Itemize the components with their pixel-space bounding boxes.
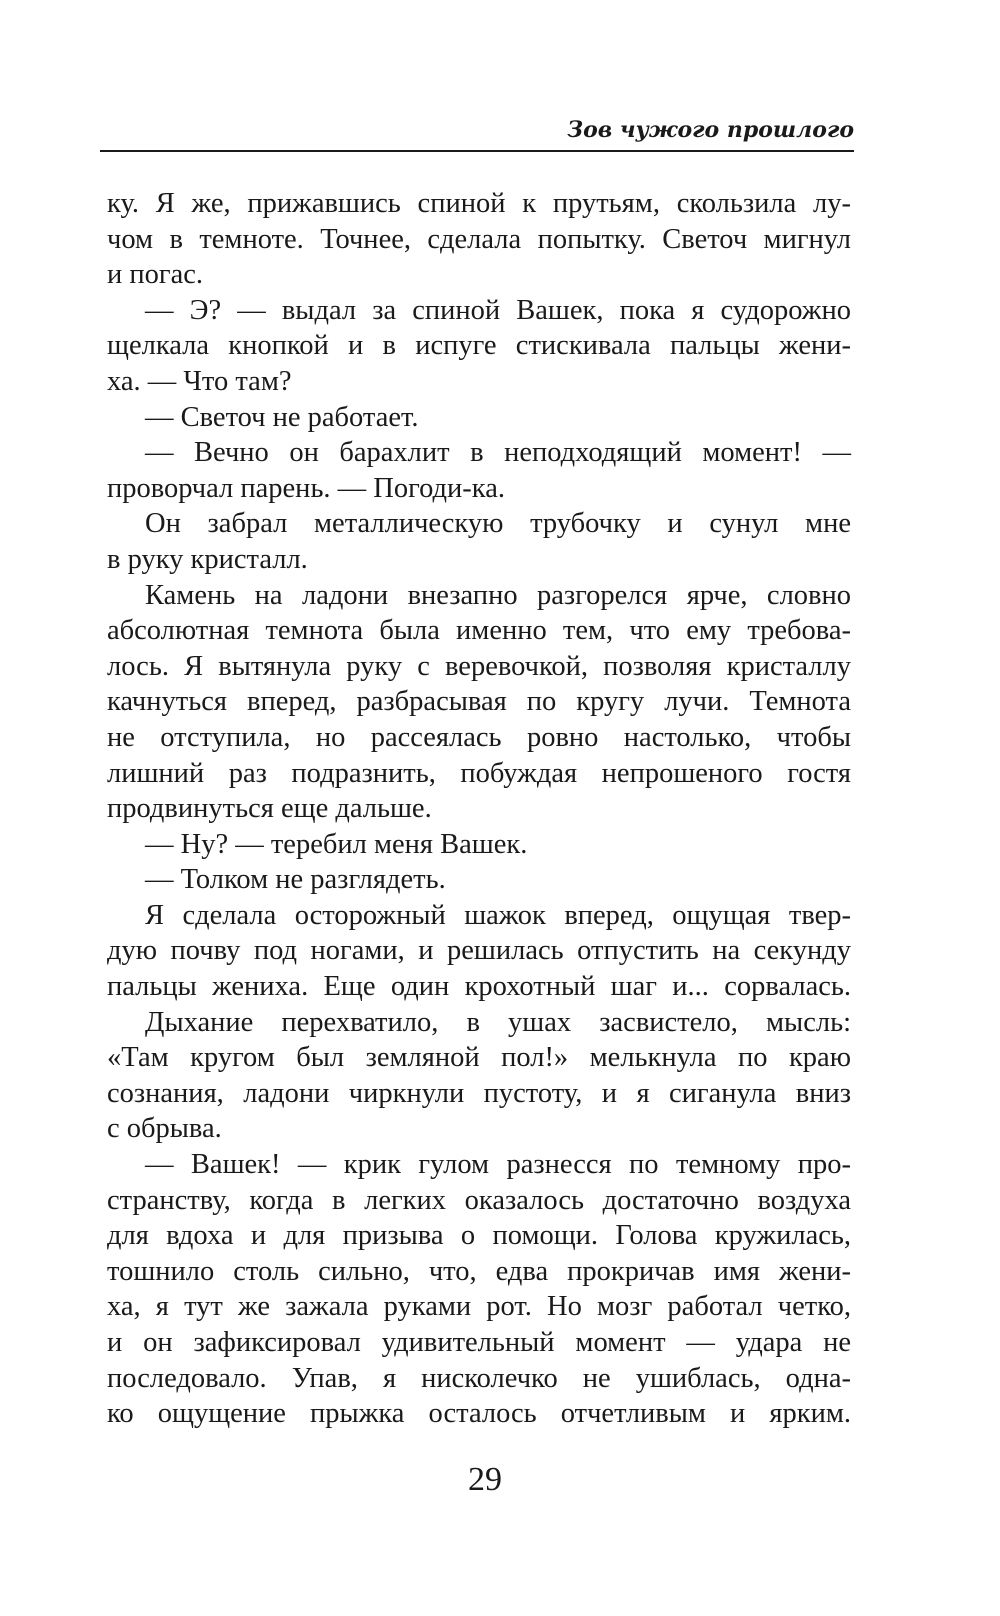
- text-line: странству, когда в легких оказалось достаточно воздуха: [107, 1184, 851, 1216]
- text-line: Камень на ладони внезапно разгорелся ярче, словно: [145, 579, 851, 611]
- body-text: [107, 186, 851, 1432]
- text-line: абсолютная темнота была именно тем, что ему требова-: [107, 615, 851, 647]
- text-line: Он забрал металлическую трубочку и сунул мне: [145, 508, 851, 540]
- text-line: — Светоч не работает.: [145, 401, 419, 433]
- text-line: с обрыва.: [107, 1113, 222, 1145]
- running-head: Зов чужого прошлого: [567, 117, 854, 143]
- text-line: — Вашек! — крик гулом разнесся по темному про-: [145, 1149, 851, 1181]
- text-line: ха, я тут же зажала руками рот. Но мозг работал четко,: [107, 1291, 851, 1323]
- text-line: — Э? — выдал за спиной Вашек, пока я судорожно: [145, 294, 851, 326]
- text-line: чом в темноте. Точнее, сделала попытку. Светоч мигнул: [107, 223, 851, 255]
- text-line: и он зафиксировал удивительный момент — удара не: [107, 1327, 851, 1358]
- text-line: — Ну? — теребил меня Вашек.: [145, 828, 528, 860]
- text-line: сознания, ладони чиркнули пустоту, и я сиганула вниз: [107, 1077, 851, 1109]
- text-line: в руку кристалл.: [107, 543, 308, 575]
- text-line: ха. — Что там?: [107, 365, 292, 397]
- text-line: не отступила, но рассеялась ровно настолько, чтобы: [107, 721, 851, 753]
- text-line: — Вечно он барахлит в неподходящий момент! —: [145, 437, 851, 469]
- text-line: для вдоха и для призыва о помощи. Голова кружилась,: [107, 1220, 851, 1252]
- text-line: щелкала кнопкой и в испуге стискивала пальцы жени-: [107, 330, 851, 362]
- header-rule: [100, 150, 854, 152]
- text-line: «Там кругом был земляной пол!» мелькнула по краю: [107, 1042, 851, 1074]
- text-line: — Толком не разглядеть.: [145, 864, 446, 896]
- text-line: качнуться вперед, разбрасывая по кругу лучи. Темнота: [107, 686, 851, 718]
- text-line: лось. Я вытянула руку с веревочкой, позволяя кристаллу: [107, 650, 851, 682]
- text-line: тошнило столь сильно, что, едва прокричав имя жени-: [107, 1255, 851, 1287]
- text-line: дую почву под ногами, и решилась отпустить на секунду: [107, 935, 851, 967]
- text-line: ку. Я же, прижавшись спиной к прутьям, скользила лу-: [107, 188, 851, 219]
- text-line: продвинуться еще дальше.: [107, 793, 432, 825]
- text-line: Дыхание перехватило, в ушах засвистело, мысль:: [145, 1006, 851, 1038]
- text-line: Я сделала осторожный шажок вперед, ощущая твер-: [145, 899, 851, 931]
- text-line: пальцы жениха. Еще один крохотный шаг и... сорвалась.: [107, 971, 851, 1003]
- text-line: лишний раз подразнить, побуждая непрошеного гостя: [107, 757, 851, 789]
- page-number: 29: [468, 1461, 502, 1498]
- text-line: последовало. Упав, я нисколечко не ушиблась, одна-: [107, 1362, 851, 1394]
- text-line: ко ощущение прыжка осталось отчетливым и ярким.: [107, 1398, 851, 1430]
- text-line: проворчал парень. — Погоди-ка.: [107, 472, 505, 504]
- text-line: и погас.: [107, 259, 203, 291]
